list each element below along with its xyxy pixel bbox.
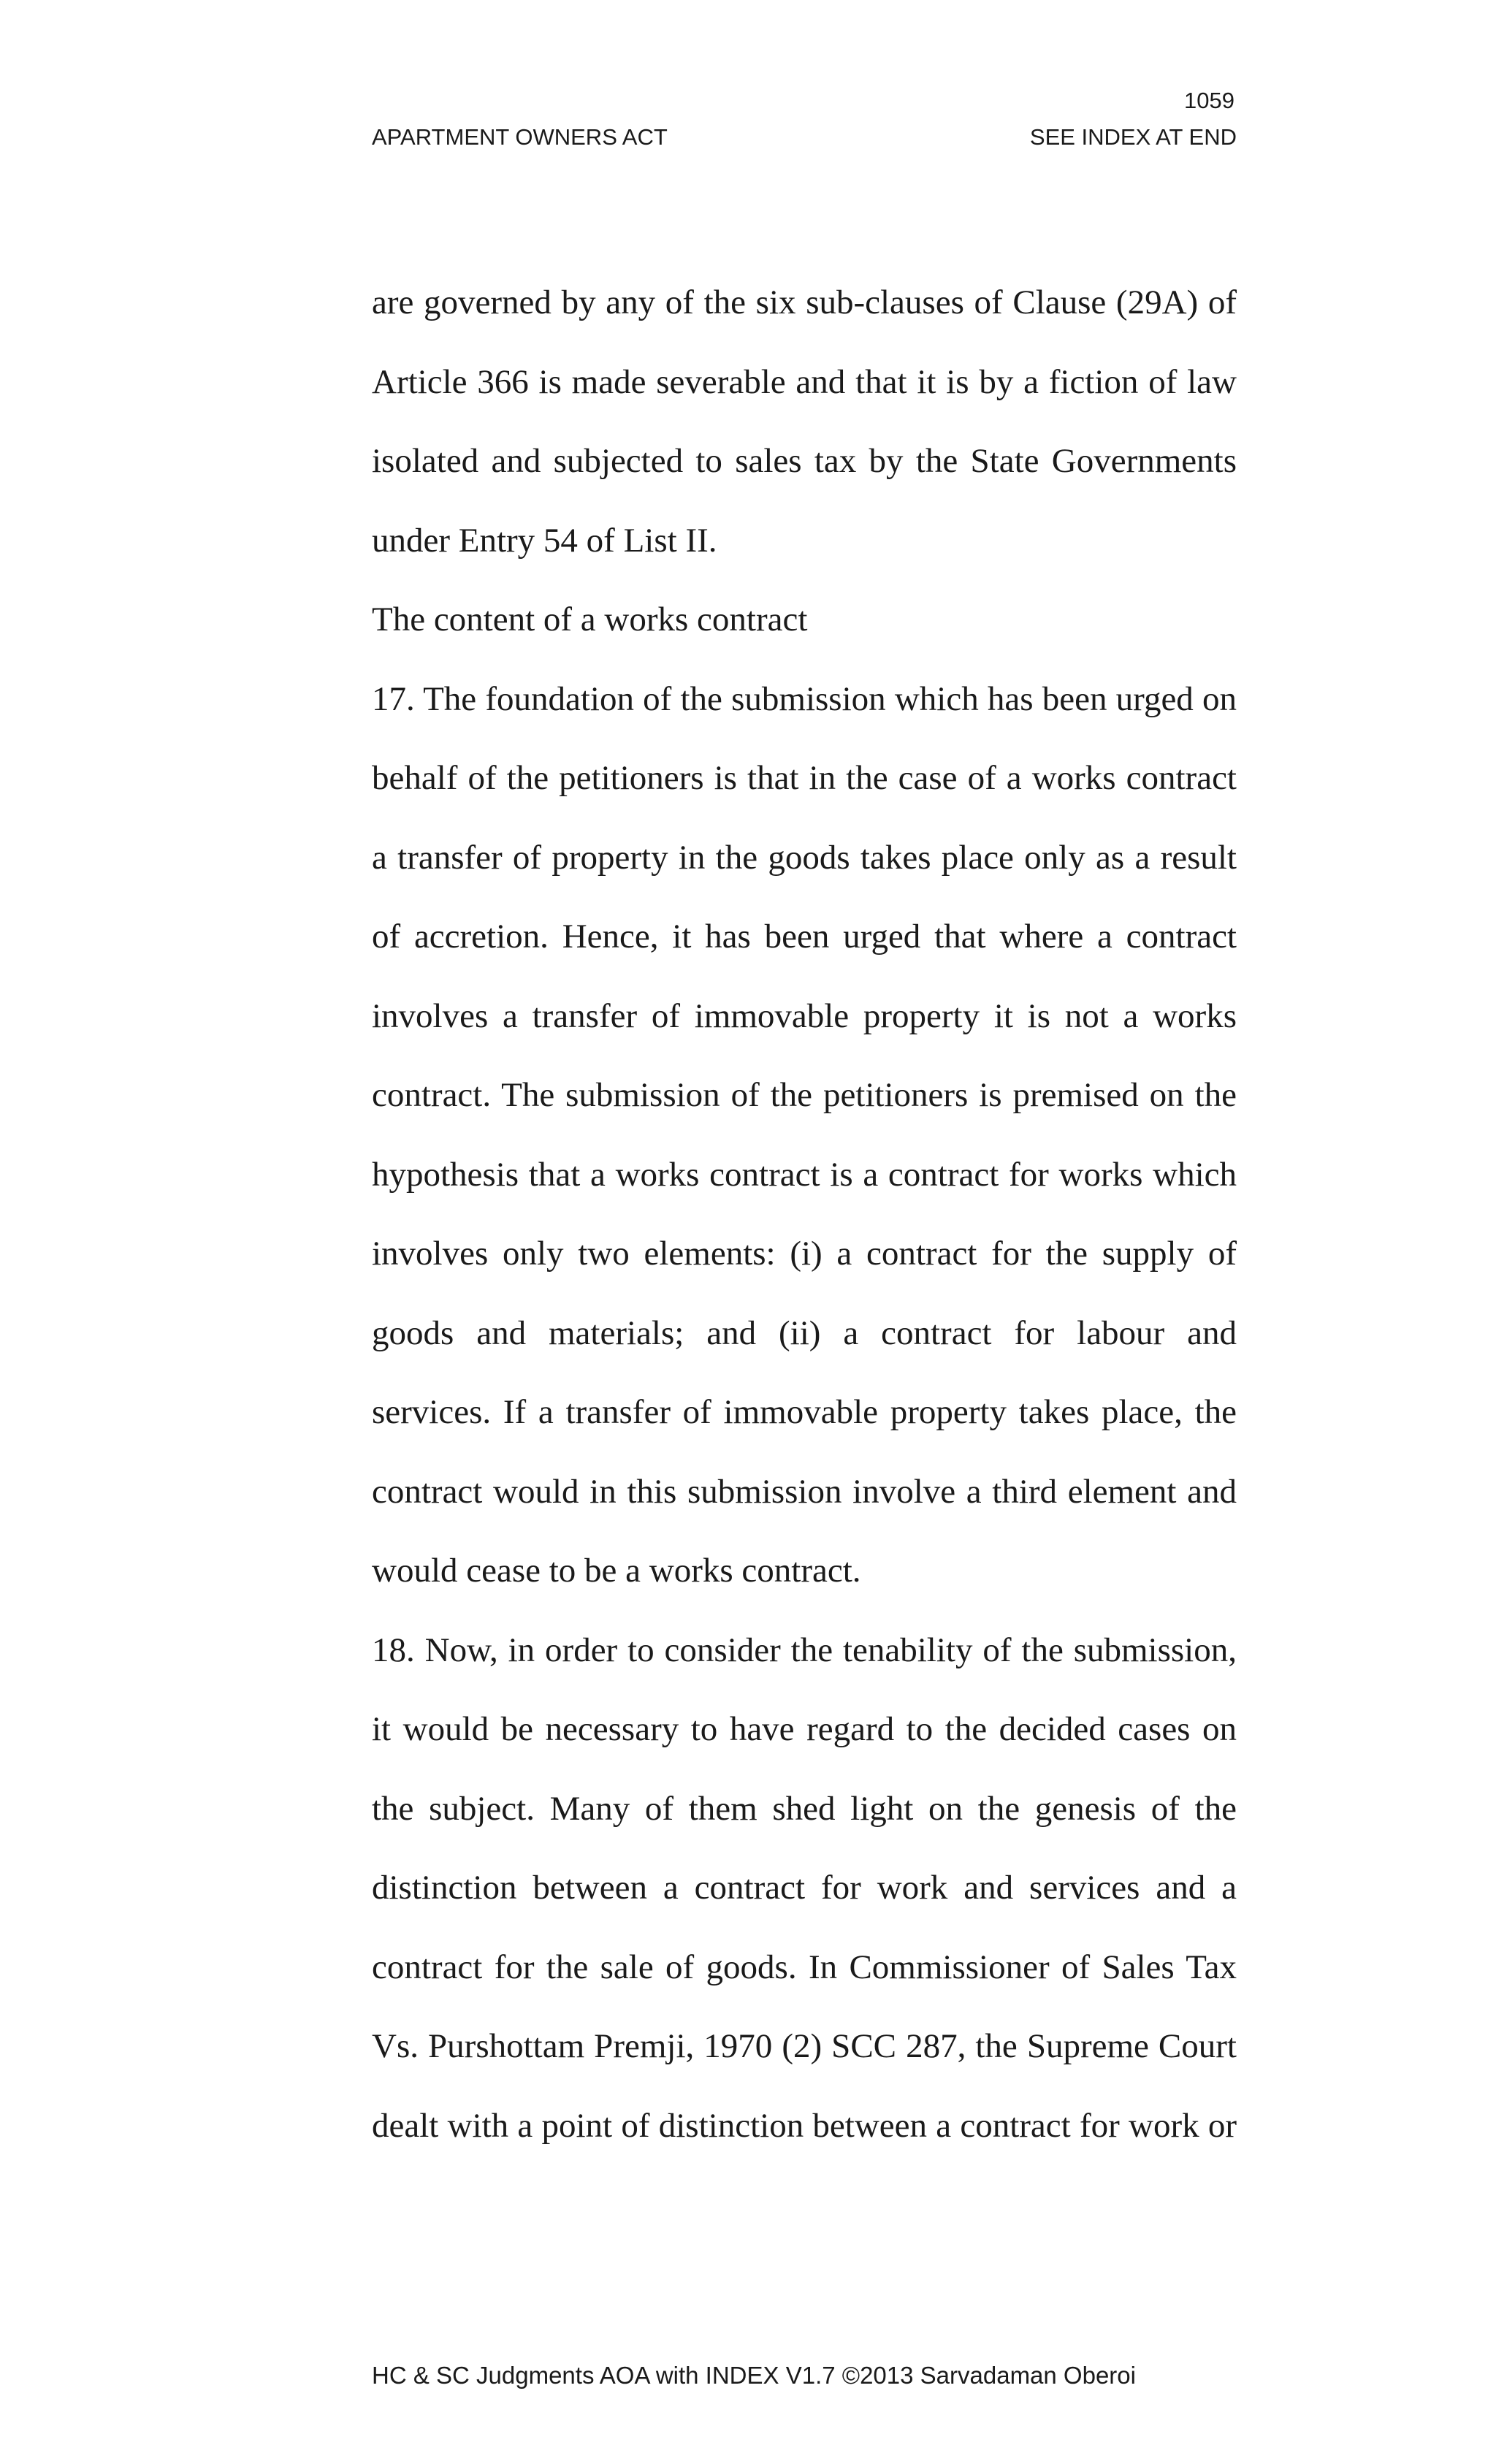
running-head-index-note: SEE INDEX AT END [1029, 124, 1237, 150]
body-text-line: dealt with a point of distinction between a contract for work or [372, 2106, 1237, 2145]
body-text-line: isolated and subjected to sales tax by the State Governments [372, 442, 1237, 480]
judgment-body-text [372, 263, 1237, 2165]
body-text-line: of accretion. Hence, it has been urged that where a contract [372, 918, 1237, 956]
body-text-line: a transfer of property in the goods takes place only as a result [372, 838, 1237, 877]
body-text-line: contract would in this submission involve a third element and [372, 1472, 1237, 1511]
body-text-line: services. If a transfer of immovable property takes place, the [372, 1393, 1237, 1431]
body-text-line: The content of a works contract [372, 600, 808, 638]
body-text-line: Vs. Purshottam Premji, 1970 (2) SCC 287, the Supreme Court [372, 2027, 1237, 2065]
body-text-line: contract. The submission of the petitioners is premised on the [372, 1076, 1237, 1114]
running-head-title: APARTMENT OWNERS ACT [372, 124, 668, 150]
body-text-line: distinction between a contract for work and services and a [372, 1869, 1237, 1907]
body-text-line: hypothesis that a works contract is a contract for works which [372, 1155, 1237, 1194]
body-text-line: 17. The foundation of the submission which has been urged on [372, 679, 1237, 718]
body-text-line: contract for the sale of goods. In Commissioner of Sales Tax [372, 1948, 1237, 1986]
body-text-line: 18. Now, in order to consider the tenability of the submission, [372, 1630, 1237, 1669]
body-text-line: behalf of the petitioners is that in the case of a works contract [372, 759, 1237, 797]
body-text-line: under Entry 54 of List II. [372, 521, 717, 560]
body-text-line: involves a transfer of immovable property it is not a works [372, 996, 1237, 1035]
page-number: 1059 [1184, 88, 1234, 113]
body-text-line: Article 366 is made severable and that it is by a fiction of law [372, 362, 1237, 401]
body-text-line: goods and materials; and (ii) a contract for labour and [372, 1313, 1237, 1352]
body-text-line: the subject. Many of them shed light on the genesis of the [372, 1789, 1237, 1828]
body-text-line: would cease to be a works contract. [372, 1552, 861, 1590]
body-text-line: are governed by any of the six sub-clauses of Clause (29A) of [372, 283, 1237, 321]
body-text-line: it would be necessary to have regard to the decided cases on [372, 1710, 1237, 1748]
body-text-line: involves only two elements: (i) a contract for the supply of [372, 1235, 1237, 1273]
footer-copyright: HC & SC Judgments AOA with INDEX V1.7 ©2013 Sarvadaman Oberoi [372, 2362, 1136, 2389]
